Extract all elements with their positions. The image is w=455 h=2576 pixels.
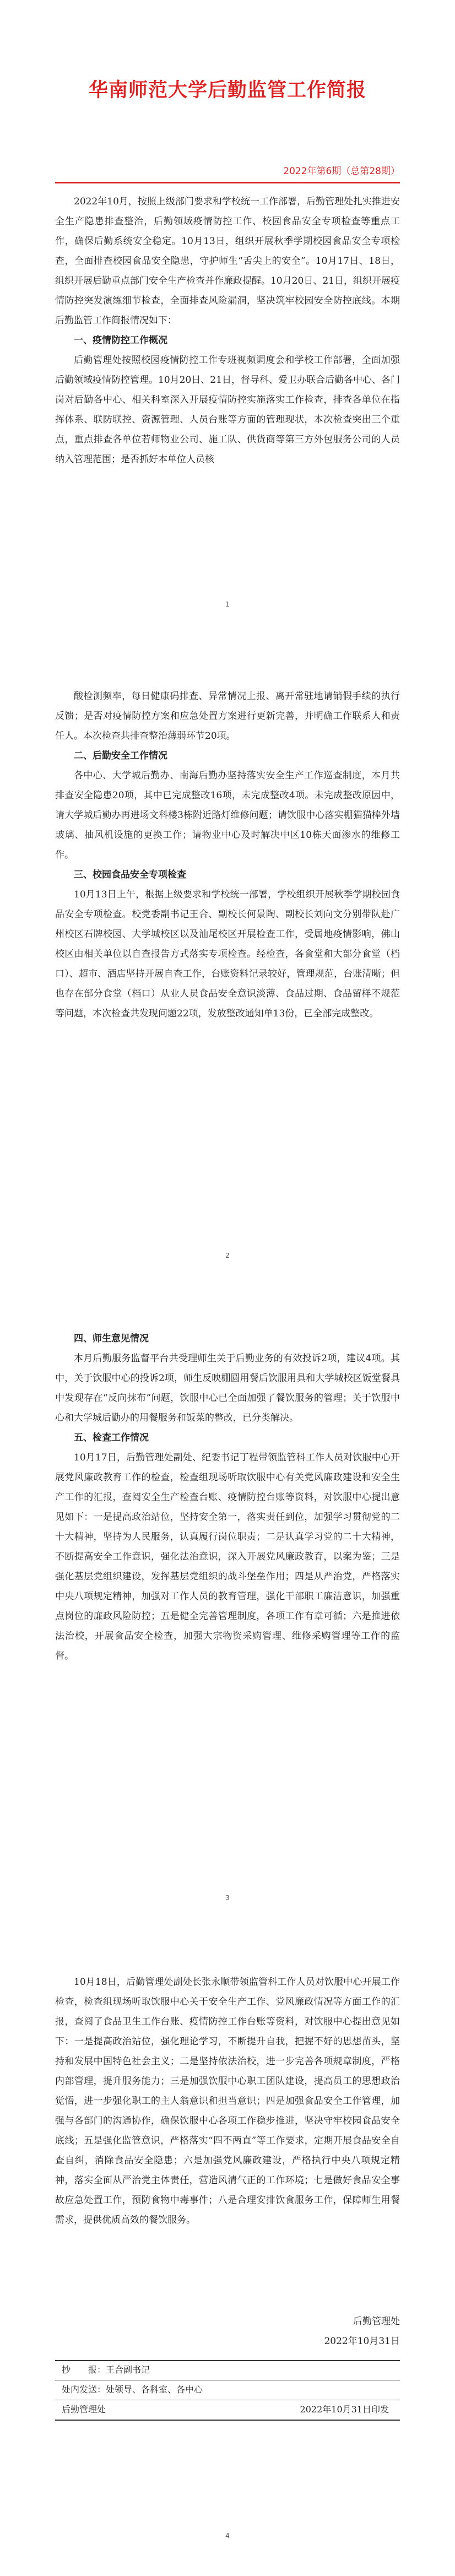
section-heading-3: 三、校园食品安全专项检查 (74, 869, 186, 880)
section-2-paragraph: 各中心、大学城后勤办、南海后勤办坚持落实安全生产工作巡查制度，本月共排查安全隐患20项，其中已完成整改16项，未完成整改4项。未完成整改原因中，请大学城后勤办再进场文科楼3栋附近路灯维修问题；请饮服中心落实棚猫猫棒外墙玻璃、抽风机设施的更换工作；请物业中心及时解决中区10栋天面渗水的维修工作。 (55, 770, 400, 861)
cc-value: 王合副书记 (106, 2364, 150, 2375)
page-4-body (55, 1972, 400, 2230)
page-2 (0, 656, 455, 1300)
section-5-paragraph-1: 10月17日，后勤管理处副处、纪委书记丁程带领监管科工作人员对饮服中心开展党风廉政教育工作的检查，检查组现场听取饮服中心有关党风廉政建设和安全生产工作的汇报，查阅安全生产检查台账、疫情防控台账等资料，对饮服中心提出意见如下：一是提高政治站位，坚持安全第一，落实责任到位，加强学习贯彻党的二十大精神，坚持为人民服务，认真履行岗位职责；二是认真学习党的二十大精神，不断提高安全工作意识，强化法治意识，深入开展党风廉政教育，以案为鉴；三是强化基层党组织建设，发挥基层党组织的战斗堡垒作用；四是从严治党，严格落实中央八项规定精神，加强对工作人员的教育管理，强化干部职工廉洁意识，加强重点岗位的廉政风险防控；五是健全完善管理制度，各项工作有章可循；六是推进依法治校，开展食品安全检查，加强大宗物资采购管理、维修采购管理等工作的监督。 (55, 1452, 400, 1662)
bulletin-title: 华南师范大学后勤监管工作简报 (88, 79, 366, 101)
section-4-paragraph: 本月后勤服务监督平台共受理师生关于后勤业务的有效投诉2项，建议4项。其中，关于饮服中心的投诉2项，师生反映棚圆用餐后饮服用具和大学城校区饭堂餐具中发现存在“反向抹布”问题，饮服中心已全面加强了餐饮服务的管理；关于饮服中心和大学城后勤办的用餐服务和饭菜的整改，已分类解决。 (55, 1353, 400, 1424)
page-number: 3 (225, 1894, 230, 1902)
page-number: 2 (225, 1252, 230, 1259)
signature-block (324, 2312, 400, 2351)
red-divider (55, 182, 400, 183)
page-number: 1 (225, 600, 230, 608)
page-1-body (55, 192, 400, 469)
page-3-body (55, 1329, 400, 1666)
page-2-body (55, 686, 400, 1024)
issuer-org: 后勤管理处 (62, 2404, 106, 2415)
section-3-paragraph: 10月13日上午，根据上级要求和学校统一部署，学校组织开展秋季学期校园食品安全专项检查。校党委副书记王合、副校长何景陶、副校长刘向文分别带队赴广州校区石牌校园、大学城校区以及汕尾校区开展检查工作，受属地疫情影响，佛山校区由相关单位以自查报告方式落实专项检查。经检查，各食堂和大部分食堂（档口）、超市、酒店坚持开展自查工作，台账资料记录较好，管理规范，台账清晰；但也存在部分食堂（档口）从业人员食品安全意识淡薄、食品过期、食品留样不规范等问题，本次检查共发现问题22项，发放整改通知单13份，已全部完成整改。 (55, 889, 400, 1019)
signature-date: 2022年10月31日 (324, 2336, 400, 2347)
send-label: 处内发送： (62, 2384, 106, 2395)
section-5-paragraph-2: 10月18日，后勤管理处副处长张永顺带领监管科工作人员对饮服中心开展工作检查，检查组现场听取饮服中心关于安全生产工作、党风廉政情况等方面工作的汇报，查阅了食品卫生工作台账、疫情防控工作台账等资料，对饮服中心提出意见如下：一是提高政治站位，强化理论学习，不断提升自我，把握不好的思想苗头，坚持和发展中国特色社会主义；二是坚持依法治校，进一步完善各项规章制度，严格内部管理，提升服务能力；三是加强饮服中心职工团队建设，提高员工的思想政治觉悟，进一步强化职工的主人翁意识和担当意识；四是加强食品安全工作管理，加强与各部门的沟通协作，确保饮服中心各项工作稳步推进，坚决守牢校园食品安全底线；五是强化监管意识，严格落实“四不两直”等工作要求，定期开展食品安全自查自纠，消除食品安全隐患；六是加强党风廉政建设，严格执行中央八项规定精神，落实全面从严治党主体责任，营造风清气正的工作环境；七是做好食品安全事故应急处置工作，预防食物中毒事件；八是合理安排饮食服务工作，保障师生用餐需求，提供优质高效的餐饮服务。 (55, 1977, 400, 2226)
intro-paragraph: 2022年10月，按照上级部门要求和学校统一工作部署，后勤管理处扎实推进安全生产隐患排查整治，后勤领域疫情防控工作、校园食品安全专项检查等重点工作，确保后勤系统安全稳定。10月13日，组织开展秋季学期校园食品安全专项检查，全面排查校园食品安全隐患，守护师生“舌尖上的安全”。10月17日、18日，组织开展后勤重点部门安全生产检查并作廉政提醒。10月20日、21日，组织开展疫情防控突发演练细节检查，全面排查风险漏洞，坚决筑牢校园安全防控底线。本期后勤监管工作简报情况如下： (55, 196, 400, 326)
section-heading-5: 五、检查工作情况 (74, 1432, 149, 1443)
issue-number: 2022年第6期（总第28期） (283, 166, 400, 177)
section-heading-4: 四、师生意见情况 (74, 1333, 149, 1344)
section-1-paragraph-1: 后勤管理处按照校园疫情防控工作专班视频调度会和学校工作部署，全面加强后勤领域疫情防控管理。10月20日、21日，督导科、爱卫办联合后勤各中心、各门岗对后勤各中心、相关科室深入开展疫情防控实施落实工作检查，排查各单位在指挥体系、联防联控、资源管理、人员台账等方面的管理现状，本次检查突出三个重点，重点排查各单位若师物业公司、施工队、供货商等第三方外包服务公司的人员纳入管理范围；是否抓好本单位人员核 (55, 355, 400, 465)
page-4 (0, 1945, 455, 2576)
page-3 (0, 1300, 455, 1945)
footer-top-rule (55, 2360, 400, 2361)
page-1 (0, 0, 455, 656)
footer-bottom-rule (55, 2420, 400, 2421)
page-number: 4 (225, 2532, 230, 2540)
section-heading-1: 一、疫情防控工作概况 (74, 335, 167, 346)
section-1-paragraph-2: 酸检测频率，每日健康码排查、异常情况上报、离开常驻地请销假手续的执行反馈；是否对疫情防控方案和应急处置方案进行更新完善，并明确工作联系人和责任人。本次检查共排查整治薄弱环节20项。 (55, 691, 400, 742)
section-heading-2: 二、后勤安全工作情况 (74, 750, 167, 761)
print-date: 2022年10月31日印发 (300, 2404, 389, 2415)
signature-org: 后勤管理处 (353, 2316, 400, 2327)
cc-label: 抄 报： (62, 2364, 106, 2375)
send-value: 处领导、各科室、各中心 (106, 2384, 203, 2395)
